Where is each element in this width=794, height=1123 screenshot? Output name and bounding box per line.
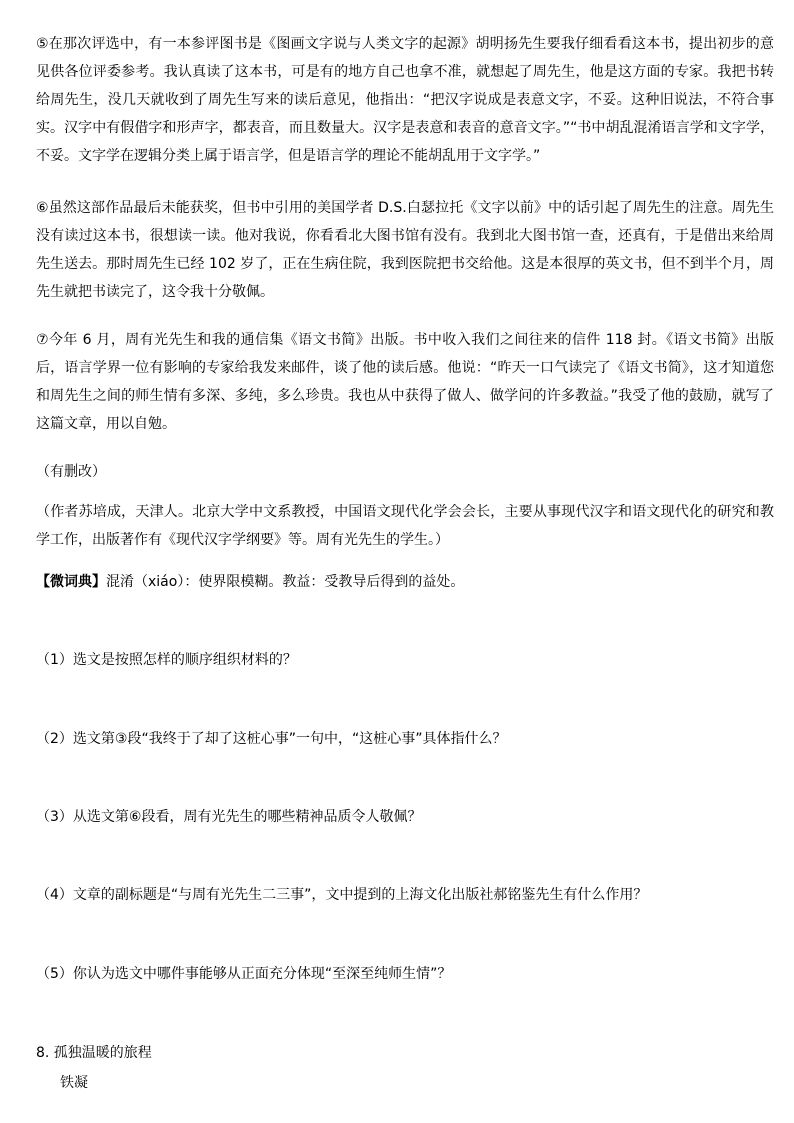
- next-item-title: 8. 孤独温暖的旅程: [36, 1045, 152, 1061]
- question-2: （2）选文第③段“我终于了却了这桩心事”一句中，“这桩心事”具体指什么？: [36, 731, 507, 747]
- paragraph-6: ⑥虽然这部作品最后未能获奖，但书中引用的美国学者 D.S.白瑟拉托《文字以前》中的话引起了周先生的注意。周先生没有读过这本书，很想读一读。他对我说，你看看北大图书馆有没有。我到北大图书馆一查，还真有，于是借出来给周先生送去。那时周先生已经 102 岁了，正在生病住院，我到医院把书交给他。这是本很厚的英文书，但不到半个月，周先生就把书读完了，这令我十分敬佩。: [36, 200, 774, 300]
- next-item-author: 铁凝: [60, 1075, 88, 1091]
- paragraph-7: ⑦今年 6 月，周有光先生和我的通信集《语文书简》出版。书中收入我们之间往来的信件 118 封。《语文书简》出版后，语言学界一位有影响的专家给我发来邮件，谈了他的读后感。他说：“昨天一口气读完了《语文书简》，这才知道您和周先生之间的师生情有多深、多纯，多么珍贵。我也从中获得了做人、做学问的许多教益。”我受了他的鼓励，就写了这篇文章，用以自勉。: [36, 332, 774, 432]
- question-5: （5）你认为选文中哪件事能够从正面充分体现“至深至纯师生情”？: [36, 966, 452, 982]
- glossary: [36, 572, 464, 592]
- question-4: （4）文章的副标题是“与周有光先生二三事”，文中提到的上海文化出版社郝铭鉴先生有什么作用？: [36, 887, 648, 903]
- question-1: （1）选文是按照怎样的顺序组织材料的？: [36, 652, 297, 668]
- glossary-text: 混淆（xiáo）：使界限模糊。教益：受教导后得到的益处。: [106, 574, 465, 590]
- edit-note: （有删改）: [36, 464, 106, 480]
- question-3: （3）从选文第⑥段看，周有光先生的哪些精神品质令人敬佩？: [36, 809, 422, 825]
- paragraph-5: ⑤在那次评选中，有一本参评图书是《图画文字说与人类文字的起源》胡明扬先生要我仔细看看这本书，提出初步的意见供各位评委参考。我认真读了这本书，可是有的地方自己也拿不准，就想起了周先生，他是这方面的专家。我把书转给周先生，没几天就收到了周先生写来的读后意见，他指出：“把汉字说成是表意文字，不妥。这种旧说法，不符合事实。汉字中有假借字和形声字，都表音，而且数量大。汉字是表意和表音的意音文字。”“书中胡乱混淆语言学和文字学，不妥。文字学在逻辑分类上属于语言学，但是语言学的理论不能胡乱用于文字学。”: [36, 36, 774, 164]
- glossary-label: 【微词典】: [36, 574, 106, 590]
- author-note: （作者苏培成，天津人。北京大学中文系教授，中国语文现代化学会会长，主要从事现代汉字和语文现代化的研究和教学工作，出版著作有《现代汉字学纲要》等。周有光先生的学生。）: [36, 504, 774, 548]
